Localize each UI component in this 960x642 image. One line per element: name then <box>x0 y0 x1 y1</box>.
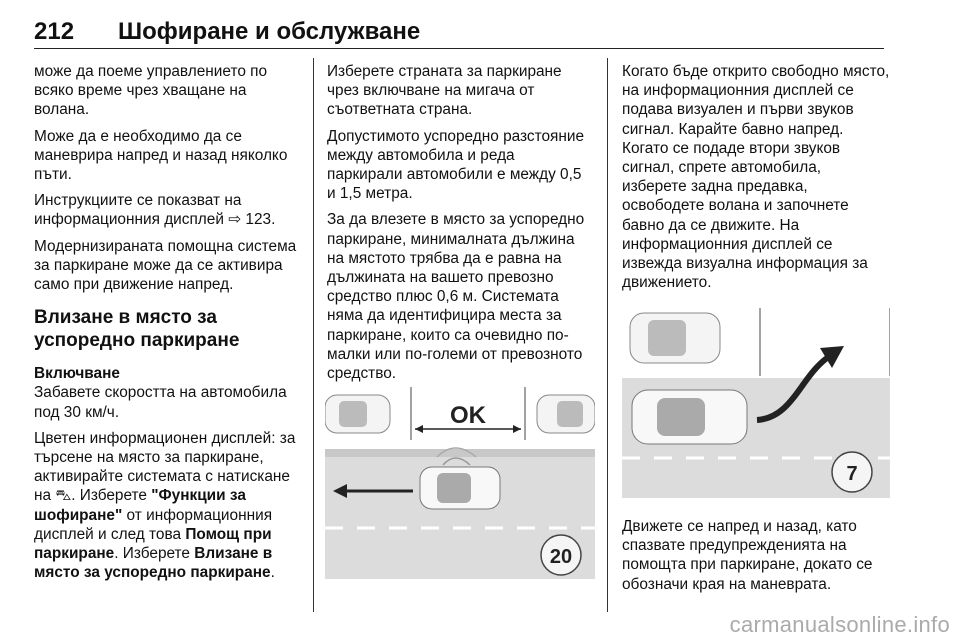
paragraph: Когато бъде открито свободно място, на информационния дисплей се подава визуален и първи звуков сигнал. Карайте бавно напред. Когато се подаде втори звуков сигнал, спрете автомобила, изберете задна предавка, освободете волана и започнете бавно да се движите. На информационния дисплей се извежда визуална информация за движението. <box>622 63 890 292</box>
menu-ref-parking-assist: Помощ при паркиране <box>34 525 272 563</box>
parked-car-icon <box>630 313 720 363</box>
moving-car-icon <box>420 467 500 509</box>
text-run: . <box>270 564 275 582</box>
watermark: carmanualsonline.info <box>729 612 950 637</box>
paragraph: Модернизираната помощна система за паркиране може да се активира само при движение напред. <box>34 237 297 294</box>
column-divider <box>607 58 608 612</box>
page-number: 212 <box>34 18 75 45</box>
column-3 <box>622 62 890 299</box>
parked-car-right-icon <box>537 395 595 433</box>
chapter-title: Шофиране и обслужване <box>118 18 421 45</box>
text-run: от информационния дисплей и след това <box>34 506 273 543</box>
section-heading: Влизане в място за успоредно паркиране <box>34 307 240 352</box>
parked-car-left-icon <box>325 395 390 433</box>
column-1 <box>34 62 302 589</box>
ok-label: OK <box>450 402 486 429</box>
paragraph: За да влезете в място за успоредно паркиране, минималната дължина на мястото трябва да е равна на дължината на вашето превозно средство плюс 0,6 м. Системата няма да идентифицира места за паркиране, които са очевидно по-малки или по-големи от превозното средство. <box>327 211 585 383</box>
paragraph: Изберете страната за паркиране чрез включване на мигача от съответната страна. <box>327 63 562 119</box>
paragraph: Инструкциите се показват на информационния дисплей ⇨ 123. <box>34 192 276 229</box>
paragraph: може да поеме управлението по всяко време чрез хващане на волана. <box>34 63 268 119</box>
subheading: Включване <box>34 365 120 383</box>
manoeuvre-figure <box>622 308 890 498</box>
paragraph: Може да е необходимо да се маневрира напред и назад няколко пъти. <box>34 127 288 184</box>
menu-ref-parallel-parking: Влизане в място за успоредно паркиране <box>34 545 273 582</box>
vehicle-icon <box>632 390 747 444</box>
column-divider <box>313 58 314 612</box>
figure-number: 7 <box>846 463 858 485</box>
paragraph: Допустимото успоредно разстояние между автомобила и реда паркирали автомобили е между 0,5 и 1,5 метра. <box>327 127 585 203</box>
text-run: . Изберете <box>114 545 195 563</box>
column-2 <box>327 62 593 390</box>
menu-ref-driving-functions: "Функции за шофиране" <box>34 487 246 524</box>
paragraph: Забавете скоростта на автомобила под 30 км/ч. <box>34 384 287 421</box>
paragraph: Движете се напред и назад, като спазвате предупрежденията на помощта при паркиране, докато се обозначи края на маневрата. <box>622 518 873 593</box>
page-header <box>34 14 884 49</box>
figure-number: 20 <box>549 546 573 568</box>
text-run: Цветен информационен дисплей: за търсене на място за паркиране, активирайте системата с натискане на ⛍. Изберете <box>34 429 296 505</box>
parallel-parking-figure <box>325 385 595 580</box>
paragraph <box>34 429 302 583</box>
